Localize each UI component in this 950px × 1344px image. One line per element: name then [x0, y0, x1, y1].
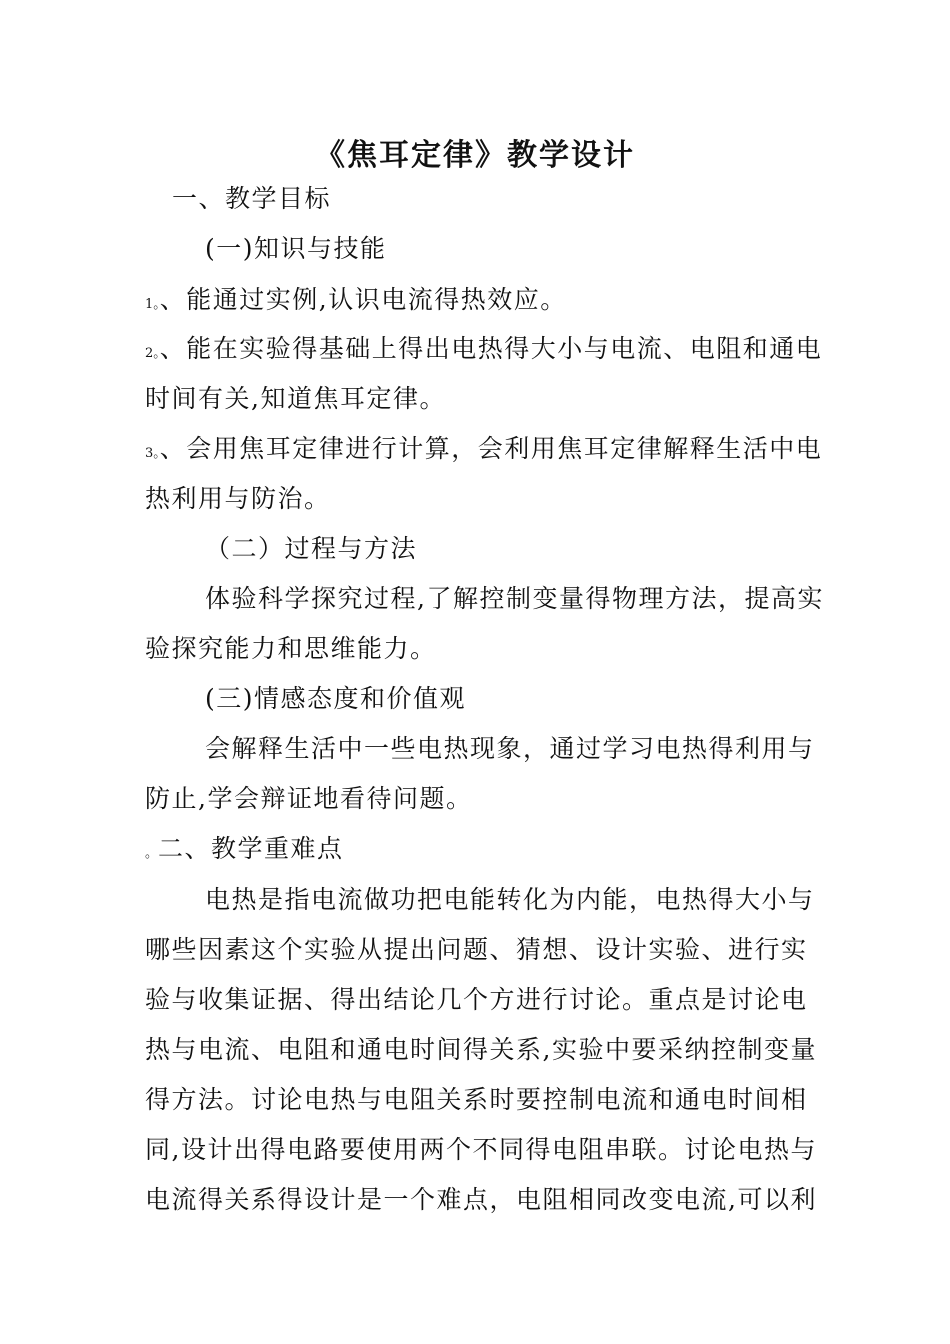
section2-heading-line: [145, 832, 344, 871]
item2-line1: [145, 332, 822, 371]
section2-para-line: 电热是指电流做功把电能转化为内能，电热得大小与: [205, 885, 815, 914]
sub3-para-line1: 会解释生活中一些电热现象，通过学习电热得利用与: [205, 734, 815, 763]
section2-para-line: 电流得关系得设计是一个难点，电阻相同改变电流,可以利: [145, 1185, 817, 1214]
section2-para-line: 同,设计出得电路要使用两个不同得电阻串联。讨论电热与: [145, 1135, 817, 1164]
sub2-heading: （二）过程与方法: [205, 534, 418, 563]
section2-para-line: 验与收集证据、得出结论几个方进行讨论。重点是讨论电: [145, 985, 808, 1014]
item3-line1: [145, 432, 822, 471]
item2-number: 2。: [145, 346, 160, 361]
item2-text: 、能在实验得基础上得出电热得大小与电流、电阻和通电: [159, 334, 823, 363]
sub2-para-line1: 体验科学探究过程,了解控制变量得物理方法，提高实: [205, 584, 824, 613]
section2-para-line: 哪些因素这个实验从提出问题、猜想、设计实验、进行实: [145, 935, 808, 964]
section2-para-line: 热与电流、电阻和通电时间得关系,实验中要采纳控制变量: [145, 1035, 817, 1064]
sub2-para-line2: 验探究能力和思维能力。: [145, 634, 437, 663]
item1-number: 1。: [145, 297, 160, 312]
section2-heading: 二、教学重难点: [158, 834, 344, 863]
document-title: 《焦耳定律》教学设计: [315, 138, 635, 173]
item1-text: 、能通过实例,认识电流得热效应。: [159, 285, 567, 314]
sub3-heading: (三)情感态度和价值观: [205, 684, 467, 713]
sub1-heading: (一)知识与技能: [205, 234, 387, 263]
section1-heading: 一、教学目标: [172, 184, 332, 213]
item3-line2: 热利用与防治。: [145, 484, 331, 513]
section2-para-line: 得方法。讨论电热与电阻关系时要控制电流和通电时间相: [145, 1085, 808, 1114]
item1: [145, 283, 567, 322]
item2-line2: 时间有关,知道焦耳定律。: [145, 384, 446, 413]
sub3-para-line2: 防止,学会辩证地看待问题。: [145, 784, 473, 813]
item3-number: 3。: [145, 446, 160, 461]
section2-mark: 。: [145, 846, 159, 861]
item3-text: 、会用焦耳定律进行计算，会利用焦耳定律解释生活中电: [159, 434, 823, 463]
